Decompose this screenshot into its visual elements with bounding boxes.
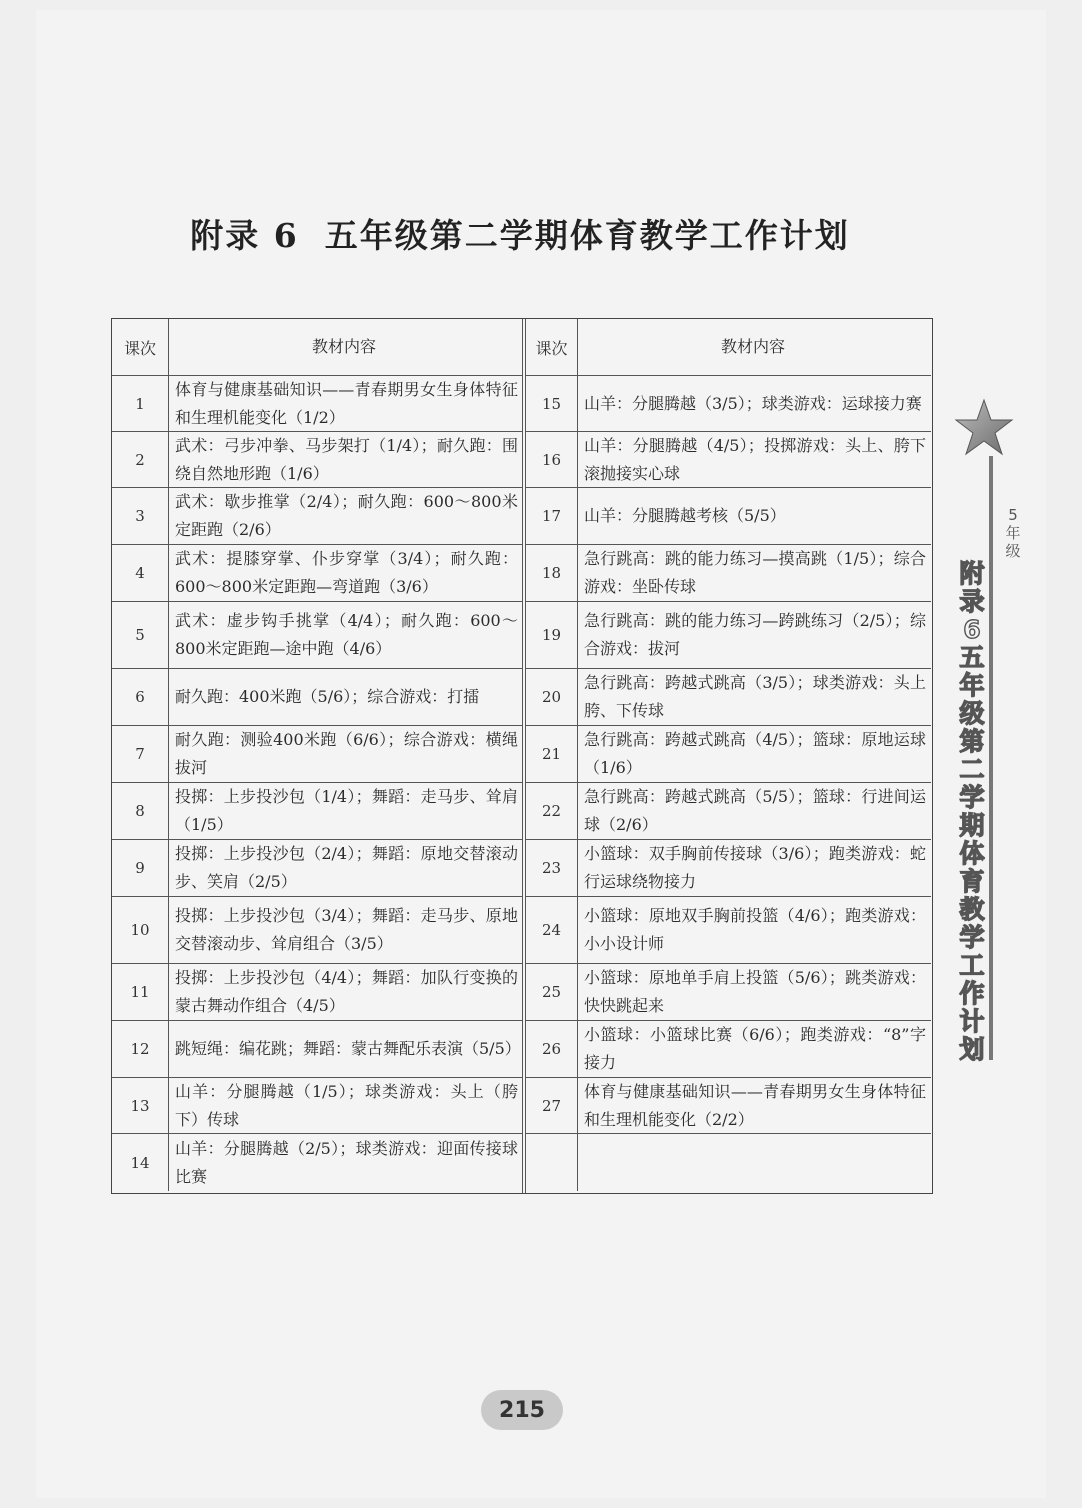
- lesson-number: 19: [526, 602, 578, 668]
- lesson-number: 26: [526, 1021, 578, 1077]
- lesson-number: 4: [112, 545, 169, 601]
- page-number: 215: [481, 1390, 563, 1430]
- lesson-number: 12: [112, 1021, 169, 1077]
- table-row: [112, 840, 523, 897]
- table-left-half: [112, 319, 523, 1193]
- table-row: [112, 545, 523, 602]
- lesson-content: 小篮球：原地单手肩上投篮（5/6）；跳类游戏：快快跳起来: [584, 968, 926, 1015]
- lesson-number: 17: [526, 488, 578, 544]
- title-text: 五年级第二学期体育教学工作计划: [324, 216, 850, 255]
- lesson-number: 25: [526, 964, 578, 1020]
- table-row: [112, 783, 523, 840]
- table-row: [526, 897, 931, 964]
- lesson-content: 小篮球：原地双手胸前投篮（4/6）；跑类游戏：小小设计师: [584, 906, 926, 953]
- lesson-content: 小篮球：双手胸前传接球（3/6）；跑类游戏：蛇行运球绕物接力: [584, 844, 926, 891]
- lesson-content: 急行跳高：跳的能力练习—摸高跳（1/5）；综合游戏：坐卧传球: [584, 549, 926, 596]
- grade-label: 5年级: [1005, 506, 1021, 560]
- table-row: [526, 964, 931, 1021]
- lesson-number: 24: [526, 897, 578, 963]
- lesson-content: 武术：提膝穿掌、仆步穿掌（3/4）；耐久跑：600～800米定距跑—弯道跑（3/6）: [175, 549, 518, 596]
- lesson-number: 8: [112, 783, 169, 839]
- lesson-number: 16: [526, 432, 578, 487]
- table-row: [112, 488, 523, 545]
- lesson-number: 27: [526, 1078, 578, 1133]
- lesson-content: 投掷：上步投沙包（3/4）；舞蹈：走马步、原地交替滚动步、耸肩组合（3/5）: [175, 906, 518, 953]
- lesson-content: 山羊：分腿腾越（1/5）；球类游戏：头上（胯下）传球: [175, 1081, 518, 1129]
- header-lesson: 课次: [526, 319, 578, 375]
- table-row: [526, 726, 931, 783]
- lesson-content: 急行跳高：跨越式跳高（5/5）；篮球：行进间运球（2/6）: [584, 787, 926, 834]
- table-row: [526, 1134, 931, 1191]
- lesson-content: 投掷：上步投沙包（1/4）；舞蹈：走马步、耸肩（1/5）: [175, 787, 518, 834]
- table-row: [526, 545, 931, 602]
- table-row: [112, 964, 523, 1021]
- table-row: [112, 602, 523, 669]
- lesson-content: 武术：虚步钩手挑掌（4/4）；耐久跑：600～800米定距跑—途中跑（4/6）: [175, 611, 518, 658]
- lesson-content: 急行跳高：跨越式跳高（4/5）；篮球：原地运球（1/6）: [584, 730, 926, 777]
- table-row: [526, 1078, 931, 1134]
- lesson-number: 20: [526, 669, 578, 725]
- lesson-content: [584, 1134, 926, 1191]
- table-row: [526, 602, 931, 669]
- lesson-content: 山羊：分腿腾越考核（5/5）: [584, 506, 786, 525]
- table-row: [526, 669, 931, 726]
- lesson-content: 体育与健康基础知识——青春期男女生身体特征和生理机能变化（1/2）: [175, 379, 518, 427]
- table-row: [112, 432, 523, 488]
- lesson-content: 山羊：分腿腾越（4/5）；投掷游戏：头上、胯下滚抛接实心球: [584, 435, 926, 483]
- table-row: [112, 1134, 523, 1191]
- lesson-number: 7: [112, 726, 169, 782]
- lesson-number: 3: [112, 488, 169, 544]
- lesson-number: 6: [112, 669, 169, 725]
- side-vertical-title: 附录6五年级第二学期体育教学工作计划: [959, 559, 985, 1064]
- table-header-row: [526, 319, 931, 376]
- table-row: [112, 726, 523, 783]
- lesson-number: 5: [112, 602, 169, 668]
- lesson-content: 急行跳高：跳的能力练习—跨跳练习（2/5）；综合游戏：拔河: [584, 611, 926, 658]
- lesson-number: 9: [112, 840, 169, 896]
- appendix-label: 附录 6: [190, 216, 299, 255]
- page-title: [0, 210, 1040, 257]
- table-row: [112, 1021, 523, 1078]
- table-row: [112, 897, 523, 964]
- lesson-content: 武术：弓步冲拳、马步架打（1/4）；耐久跑：围绕自然地形跑（1/6）: [175, 435, 518, 483]
- lesson-plan-table: [111, 318, 933, 1194]
- table-row: [526, 783, 931, 840]
- lesson-number: 21: [526, 726, 578, 782]
- lesson-content: 山羊：分腿腾越（3/5）；球类游戏：运球接力赛: [584, 393, 922, 413]
- lesson-number: 13: [112, 1078, 169, 1133]
- table-header-row: [112, 319, 523, 376]
- lesson-content: 耐久跑：400米跑（5/6）；综合游戏：打擂: [175, 687, 480, 706]
- table-right-half: [526, 319, 931, 1193]
- lesson-content: 跳短绳：编花跳；舞蹈：蒙古舞配乐表演（5/5）: [175, 1039, 521, 1058]
- lesson-number: 1: [112, 376, 169, 431]
- table-row: [112, 376, 523, 432]
- table-row: [526, 376, 931, 432]
- lesson-number: 2: [112, 432, 169, 487]
- lesson-number: 22: [526, 783, 578, 839]
- table-row: [526, 840, 931, 897]
- lesson-content: 体育与健康基础知识——青春期男女生身体特征和生理机能变化（2/2）: [584, 1081, 926, 1129]
- lesson-content: 急行跳高：跨越式跳高（3/5）；球类游戏：头上胯、下传球: [584, 673, 926, 720]
- header-content: 教材内容: [720, 337, 785, 356]
- lesson-content: 山羊：分腿腾越（2/5）；球类游戏：迎面传接球比赛: [175, 1138, 518, 1186]
- table-row: [112, 1078, 523, 1134]
- lesson-number: 23: [526, 840, 578, 896]
- lesson-content: 耐久跑：测验400米跑（6/6）；综合游戏：横绳拔河: [175, 730, 518, 777]
- header-content: 教材内容: [311, 337, 376, 356]
- lesson-number: 11: [112, 964, 169, 1020]
- lesson-content: 武术：歇步推掌（2/4）；耐久跑：600～800米定距跑（2/6）: [175, 492, 518, 539]
- lesson-content: 小篮球：小篮球比赛（6/6）；跑类游戏：“8”字接力: [584, 1025, 926, 1072]
- header-lesson: 课次: [112, 319, 169, 375]
- lesson-number: 18: [526, 545, 578, 601]
- lesson-number: [526, 1134, 578, 1191]
- lesson-content: 投掷：上步投沙包（4/4）；舞蹈：加队行变换的蒙古舞动作组合（4/5）: [175, 968, 518, 1015]
- lesson-content: 投掷：上步投沙包（2/4）；舞蹈：原地交替滚动步、笑肩（2/5）: [175, 844, 518, 891]
- table-row: [526, 1021, 931, 1078]
- table-row: [526, 432, 931, 488]
- table-row: [112, 669, 523, 726]
- side-vertical-line: [989, 456, 993, 1060]
- star-icon: [954, 398, 1014, 458]
- lesson-number: 14: [112, 1134, 169, 1191]
- lesson-number: 15: [526, 376, 578, 431]
- table-row: [526, 488, 931, 545]
- lesson-number: 10: [112, 897, 169, 963]
